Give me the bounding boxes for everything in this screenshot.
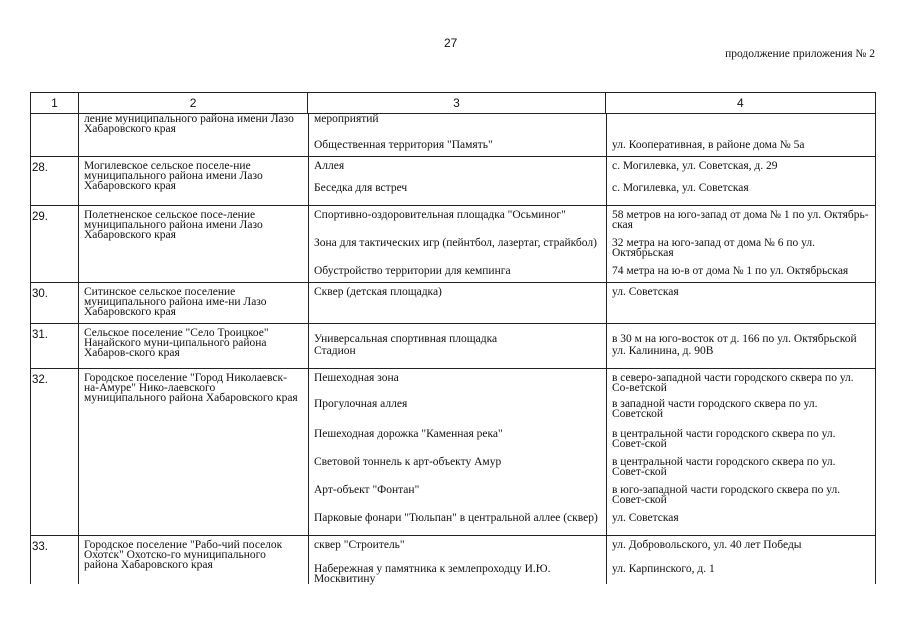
object-entry <box>308 157 876 179</box>
object-address: ул. Карпинского, д. 1 <box>612 563 715 575</box>
table-row <box>30 324 876 369</box>
object-entry <box>308 453 876 481</box>
object-address: в юго-западной части городского сквера по ул. Совет-ской <box>612 484 841 506</box>
object-entry <box>308 560 876 584</box>
object-name: Обустройство территории для кемпинга <box>314 265 511 277</box>
header-col-3: 3 <box>308 93 605 113</box>
object-name: Парковые фонари "Тюльпан" в центральной аллее (сквер) <box>314 512 598 524</box>
object-entry <box>308 262 876 282</box>
object-name: сквер "Строитель" <box>314 539 405 551</box>
object-entry <box>308 136 876 156</box>
object-entry <box>308 283 876 323</box>
settlement-name: Полетненское сельское посе-ление муниципального района имени Лазо Хабаровского края <box>84 209 263 241</box>
row-number: 31. <box>32 329 48 341</box>
column-rule <box>78 114 79 584</box>
object-name: Сквер (детская площадка) <box>314 286 442 298</box>
object-entry <box>308 342 876 368</box>
object-entry <box>308 114 876 136</box>
header-col-2: 2 <box>79 93 308 113</box>
object-name: Универсальная спортивная площадка <box>314 333 498 345</box>
object-address: в центральной части городского сквера по ул. Совет-ской <box>612 456 836 478</box>
row-number <box>30 114 78 156</box>
object-address <box>606 114 876 136</box>
object-address: 58 метров на юго-запад от дома № 1 по ул. Октябрь-ская <box>612 209 869 231</box>
object-name: Арт-объект "Фонтан" <box>314 484 420 496</box>
column-rule <box>308 114 309 584</box>
object-name: Набережная у памятника к землепроходцу И.Ю. Москвитину <box>314 563 551 585</box>
object-name: Световой тоннель к арт-объекту Амур <box>314 456 502 468</box>
object-address: в центральной части городского сквера по ул. Совет-ской <box>612 428 836 450</box>
table-row <box>30 369 876 536</box>
object-name: Зона для тактических игр (пейнтбол, лазертаг, страйкбол) <box>314 237 597 249</box>
row-number: 33. <box>32 541 48 553</box>
table-row <box>30 157 876 206</box>
row-number: 28. <box>32 162 48 174</box>
object-name: Общественная территория "Память" <box>314 139 493 151</box>
object-address: ул. Калинина, д. 90В <box>612 345 714 357</box>
object-address: ул. Добровольского, ул. 40 лет Победы <box>612 539 802 551</box>
object-entry <box>308 324 876 345</box>
object-entry <box>308 395 876 425</box>
object-address: ул. Советская <box>612 286 679 298</box>
object-address: с. Могилевка, ул. Советская <box>612 182 749 194</box>
object-name: Пешеходная зона <box>314 372 399 384</box>
column-rule <box>875 114 876 584</box>
object-address: ул. Советская <box>612 512 679 524</box>
object-address: ул. Кооперативная, в районе дома № 5а <box>612 139 805 151</box>
object-address: 32 метра на юго-запад от дома № 6 по ул. Октябрьская <box>612 237 816 259</box>
object-entry <box>308 425 876 453</box>
settlement-name: Сельское поселение "Село Троицкое" Нанайского муни-ципального района Хабаров-ского края <box>84 327 269 359</box>
object-address: в 30 м на юго-восток от д. 166 по ул. Октябрьской <box>612 333 857 345</box>
row-number: 29. <box>32 211 48 223</box>
table-row <box>30 114 876 157</box>
page-number: 27 <box>444 36 458 50</box>
table-row <box>30 536 876 584</box>
table-row <box>30 206 876 283</box>
object-entry <box>308 206 876 234</box>
column-rule <box>30 114 31 584</box>
object-entry <box>308 536 876 560</box>
object-name: Спортивно-оздоровительная площадка "Осьминог" <box>314 209 566 221</box>
object-name: мероприятий <box>314 113 379 125</box>
object-entry <box>308 509 876 535</box>
settlement-name: Ситинское сельское поселение муниципального района име-ни Лазо Хабаровского края <box>84 286 267 318</box>
header-col-1: 1 <box>31 93 79 113</box>
object-name: Аллея <box>314 160 345 172</box>
object-entry <box>308 179 876 205</box>
header-col-4: 4 <box>736 96 744 110</box>
settlement-name: Могилевское сельское поселе-ние муниципального района имени Лазо Хабаровского края <box>84 160 263 192</box>
object-address: с. Могилевка, ул. Советская, д. 29 <box>612 160 778 172</box>
object-address: в западной части городского сквера по ул. Советской <box>612 398 818 420</box>
settlement-name: ление муниципального района имени Лазо Хабаровского края <box>84 113 294 135</box>
object-entry <box>308 481 876 509</box>
object-name: Пешеходная дорожка "Каменная река" <box>314 428 503 440</box>
object-name: Стадион <box>314 345 356 357</box>
table-row <box>30 283 876 324</box>
table-header <box>30 92 876 114</box>
object-address: в северо-западной части городского сквера по ул. Со-ветской <box>612 372 854 394</box>
row-number: 32. <box>32 374 48 386</box>
column-rule <box>606 114 607 584</box>
object-address: 74 метра на ю-в от дома № 1 по ул. Октябрьская <box>612 265 849 277</box>
object-name: Прогулочная аллея <box>314 398 408 410</box>
settlement-name: Городское поселение "Рабо-чий поселок Охотск" Охотско-го муниципального района Хабаровского края <box>84 539 283 571</box>
continuation-note: продолжение приложения № 2 <box>725 48 875 60</box>
object-name: Беседка для встреч <box>314 182 408 194</box>
object-entry <box>308 234 876 262</box>
settlement-name: Городское поселение "Город Николаевск-на-Амуре" Нико-лаевского муниципального района Хабаровского края <box>84 372 298 404</box>
row-number: 30. <box>32 288 48 300</box>
object-entry <box>308 369 876 395</box>
table-body <box>30 114 876 584</box>
